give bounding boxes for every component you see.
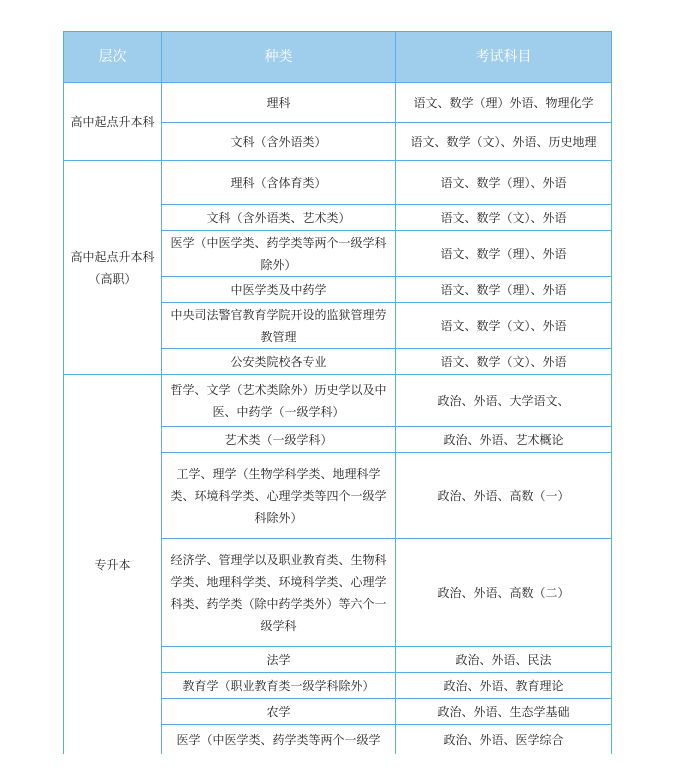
- subjects-cell: 政治、外语、大学语文、: [396, 375, 612, 427]
- category-cell: 医学（中医学类、药学类等两个一级学科除外）: [162, 231, 396, 277]
- subjects-cell: 语文、数学（理）、外语: [396, 231, 612, 277]
- table-row: [64, 375, 612, 427]
- table-row: [64, 83, 612, 123]
- category-cell: 公安类院校各专业: [162, 349, 396, 375]
- category-cell: 教育学（职业教育类一级学科除外）: [162, 673, 396, 699]
- subjects-cell: 语文、数学（文）、外语、历史地理: [396, 123, 612, 161]
- subjects-cell: 语文、数学（文）、外语: [396, 349, 612, 375]
- subjects-cell: 语文、数学（文）、外语: [396, 205, 612, 231]
- category-cell: 艺术类（一级学科）: [162, 427, 396, 453]
- category-cell: 理科: [162, 83, 396, 123]
- subjects-cell: 政治、外语、高数（二）: [396, 539, 612, 647]
- header-category: 种类: [162, 32, 396, 83]
- level-cell: 高中起点升本科（高职）: [64, 161, 162, 375]
- subjects-cell: 语文、数学（理）外语、物理化学: [396, 83, 612, 123]
- level-cell: 专升本: [64, 375, 162, 755]
- category-cell: 文科（含外语类）: [162, 123, 396, 161]
- subjects-cell: 语文、数学（理）、外语: [396, 277, 612, 303]
- header-row: [64, 32, 612, 83]
- page-bottom-margin: [0, 754, 675, 783]
- category-cell: 中医学类及中药学: [162, 277, 396, 303]
- category-cell: 中央司法警官教育学院开设的监狱管理劳教管理: [162, 303, 396, 349]
- category-cell: 法学: [162, 647, 396, 673]
- subjects-cell: 语文、数学（理）、外语: [396, 161, 612, 205]
- category-cell: 文科（含外语类、艺术类）: [162, 205, 396, 231]
- subjects-cell: 语文、数学（文）、外语: [396, 303, 612, 349]
- category-cell: 医学（中医学类、药学类等两个一级学: [162, 725, 396, 755]
- subjects-cell: 政治、外语、艺术概论: [396, 427, 612, 453]
- table-row: [64, 161, 612, 205]
- category-cell: 经济学、管理学以及职业教育类、生物科学类、地理科学类、环境科学类、心理学科类、药学类（除中药学类外）等六个一级学科: [162, 539, 396, 647]
- subjects-cell: 政治、外语、教育理论: [396, 673, 612, 699]
- exam-subjects-table: [63, 31, 612, 755]
- subjects-cell: 政治、外语、高数（一）: [396, 453, 612, 539]
- level-cell: 高中起点升本科: [64, 83, 162, 161]
- header-level: 层次: [64, 32, 162, 83]
- header-subjects: 考试科目: [396, 32, 612, 83]
- category-cell: 工学、理学（生物学科学类、地理科学类、环境科学类、心理学类等四个一级学科除外）: [162, 453, 396, 539]
- subjects-cell: 政治、外语、医学综合: [396, 725, 612, 755]
- subjects-cell: 政治、外语、民法: [396, 647, 612, 673]
- category-cell: 理科（含体育类）: [162, 161, 396, 205]
- category-cell: 农学: [162, 699, 396, 725]
- category-cell: 哲学、文学（艺术类除外）历史学以及中医、中药学（一级学科）: [162, 375, 396, 427]
- subjects-cell: 政治、外语、生态学基础: [396, 699, 612, 725]
